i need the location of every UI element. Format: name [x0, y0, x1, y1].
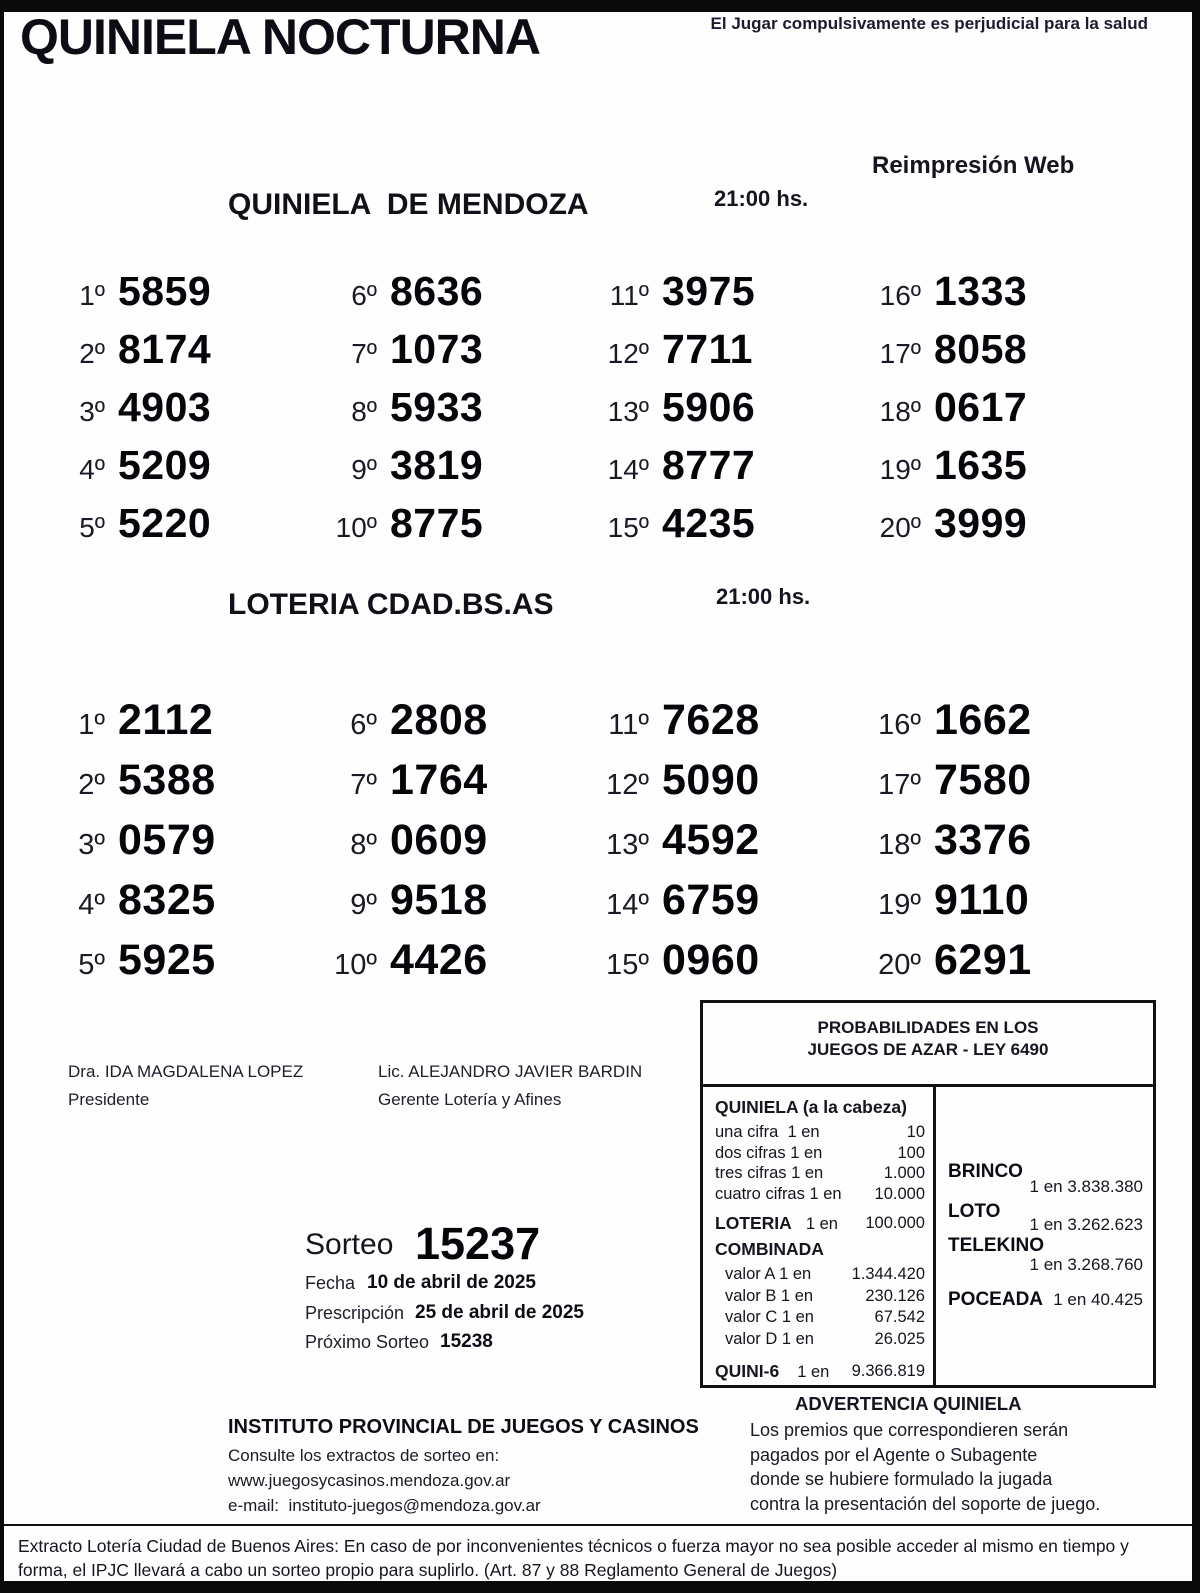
result-cell: [871, 494, 1143, 552]
odds-row: [715, 1329, 925, 1351]
loteria-odds-label: LOTERIA 1 en: [715, 1213, 838, 1233]
result-number: 3999: [934, 500, 1028, 546]
result-cell: [55, 378, 327, 436]
probabilities-left-column: [703, 1087, 936, 1385]
result-cell: [327, 810, 599, 870]
quini6-odds-row: [715, 1360, 925, 1383]
result-number: 1333: [934, 268, 1028, 314]
brinco-label: BRINCO: [948, 1161, 1023, 1182]
result-number: 9110: [934, 876, 1030, 924]
draw-date-value: 10 de abril de 2025: [367, 1272, 536, 1293]
result-number: 5859: [118, 268, 212, 314]
result-cell: [55, 930, 327, 990]
advertencia-title: ADVERTENCIA QUINIELA: [795, 1393, 1022, 1414]
footer-disclaimer: [18, 1534, 1129, 1582]
result-position: 1º: [79, 280, 105, 311]
result-cell: [599, 930, 871, 990]
result-cell: [599, 810, 871, 870]
result-number: 5933: [390, 384, 484, 430]
odds-label: valor A 1 en: [725, 1265, 812, 1283]
result-number: 7628: [662, 696, 760, 744]
result-number: 5906: [662, 384, 756, 430]
loteria-odds-value: 100.000: [865, 1214, 925, 1232]
result-cell: [327, 436, 599, 494]
probabilities-body: [703, 1087, 1153, 1385]
result-number: 4592: [662, 816, 760, 864]
probabilities-title-line2: JUEGOS DE AZAR - LEY 6490: [807, 1040, 1049, 1059]
result-position: 3º: [79, 396, 105, 427]
result-position: 10º: [335, 512, 377, 543]
result-number: 5220: [118, 500, 212, 546]
loto-label: LOTO: [948, 1201, 1001, 1222]
result-number: 6759: [662, 876, 760, 924]
footer-disclaimer-line: Extracto Lotería Ciudad de Buenos Aires: En caso de por inconvenientes técnicos o fuerza mayor no sea posible acceder al mismo en tiempo y: [18, 1536, 1129, 1556]
prescription-value: 25 de abril de 2025: [415, 1302, 584, 1323]
result-number: 0617: [934, 384, 1028, 430]
result-position: 14º: [607, 454, 649, 485]
result-cell: [55, 494, 327, 552]
result-number: 3975: [662, 268, 756, 314]
result-position: 16º: [878, 709, 921, 741]
quiniela-odds-rows: [715, 1122, 925, 1204]
institute-email: e-mail: instituto-juegos@mendoza.gov.ar: [228, 1496, 541, 1515]
result-cell: [55, 750, 327, 810]
signature-president-role: Presidente: [68, 1090, 150, 1109]
odds-value: 1.000: [883, 1164, 925, 1182]
odds-row: [715, 1264, 925, 1286]
odds-label: tres cifras 1 en: [715, 1164, 824, 1182]
result-cell: [599, 436, 871, 494]
bsas-section-title: LOTERIA CDAD.BS.AS: [228, 588, 554, 621]
result-cell: [599, 750, 871, 810]
result-cell: [327, 320, 599, 378]
result-number: 2112: [118, 696, 214, 744]
result-position: 11º: [608, 709, 649, 741]
result-cell: [327, 870, 599, 930]
odds-row: [715, 1286, 925, 1308]
signature-president-name: Dra. IDA MAGDALENA LOPEZ: [68, 1062, 304, 1081]
odds-label: dos cifras 1 en: [715, 1143, 823, 1162]
result-position: 15º: [606, 949, 649, 981]
result-position: 9º: [351, 454, 377, 485]
result-number: 1662: [934, 696, 1032, 744]
mendoza-draw-time: 21:00 hs.: [714, 186, 809, 211]
signature-manager-role: Gerente Lotería y Afines: [378, 1090, 562, 1109]
odds-label: una cifra 1 en: [715, 1123, 820, 1141]
advertencia-line: pagados por el Agente o Subagente: [750, 1444, 1038, 1465]
result-cell: [327, 930, 599, 990]
result-cell: [599, 870, 871, 930]
probabilities-right-column: [936, 1087, 1153, 1385]
result-number: 6291: [934, 936, 1032, 984]
result-position: 5º: [79, 512, 105, 543]
footer-disclaimer-line: forma, el IPJC llevará a cabo un sorteo propio para suplirlo. (Art. 87 y 88 Reglamento General de Juegos): [18, 1560, 838, 1580]
result-number: 0579: [118, 816, 216, 864]
advertencia-text: [750, 1418, 1100, 1516]
result-position: 17º: [878, 769, 921, 801]
result-number: 9518: [390, 876, 488, 924]
result-position: 15º: [607, 512, 649, 543]
advertencia-line: contra la presentación del soporte de juego.: [750, 1493, 1101, 1514]
odds-value: 230.126: [865, 1286, 925, 1305]
next-draw-label: Próximo Sorteo: [305, 1332, 430, 1352]
footer-divider: [4, 1524, 1192, 1526]
result-position: 8º: [350, 829, 377, 861]
result-position: 17º: [879, 338, 921, 369]
result-position: 16º: [879, 280, 921, 311]
result-position: 12º: [607, 338, 649, 369]
odds-value: 26.025: [874, 1329, 925, 1348]
result-number: 4426: [390, 936, 488, 984]
result-cell: [327, 750, 599, 810]
quini6-odds-label: QUINI-6 1 en: [715, 1361, 830, 1381]
result-cell: [871, 378, 1143, 436]
result-position: 2º: [79, 338, 105, 369]
draw-number-label: Sorteo: [305, 1228, 394, 1261]
result-position: 3º: [78, 829, 105, 861]
result-cell: [327, 262, 599, 320]
result-cell: [871, 262, 1143, 320]
result-position: 20º: [879, 512, 921, 543]
advertencia-line: donde se hubiere formulado la jugada: [750, 1469, 1053, 1489]
result-number: 2808: [390, 696, 488, 744]
result-number: 1635: [934, 442, 1028, 488]
odds-value: 1.344.420: [851, 1265, 925, 1283]
odds-label: valor D 1 en: [725, 1329, 814, 1348]
result-cell: [55, 320, 327, 378]
page-title: QUINIELA NOCTURNA: [20, 9, 541, 65]
result-number: 1764: [390, 756, 488, 804]
loto-odds: 1 en 3.262.623: [1029, 1215, 1143, 1234]
result-number: 3819: [390, 442, 484, 488]
result-number: 5090: [662, 756, 760, 804]
loteria-odds-row: [715, 1212, 925, 1235]
result-position: 5º: [78, 949, 105, 981]
result-number: 1073: [390, 326, 484, 372]
advertencia-line: Los premios que correspondieren serán: [750, 1420, 1069, 1440]
quiniela-odds-header: QUINIELA (a la cabeza): [715, 1097, 907, 1117]
result-cell: [871, 690, 1143, 750]
poceada-label: POCEADA: [948, 1289, 1044, 1310]
result-position: 7º: [351, 338, 377, 369]
mendoza-results-grid: [55, 262, 1143, 552]
mendoza-section-title: QUINIELA DE MENDOZA: [228, 188, 589, 221]
result-position: 18º: [879, 396, 921, 427]
result-number: 4903: [118, 384, 212, 430]
telekino-odds: 1 en 3.268.760: [1029, 1255, 1143, 1274]
institute-website: www.juegosycasinos.mendoza.gov.ar: [228, 1471, 511, 1490]
result-position: 8º: [351, 396, 377, 427]
result-cell: [871, 810, 1143, 870]
result-position: 9º: [350, 889, 377, 921]
health-warning-text: El Jugar compulsivamente es perjudicial para la salud: [710, 14, 1148, 33]
probabilities-title-line1: PROBABILIDADES EN LOS: [817, 1018, 1039, 1037]
result-cell: [599, 262, 871, 320]
signature-manager-name: Lic. ALEJANDRO JAVIER BARDIN: [378, 1062, 643, 1081]
result-number: 5925: [118, 936, 216, 984]
result-number: 8775: [390, 500, 484, 546]
reprint-label: Reimpresión Web: [872, 152, 1075, 179]
result-position: 4º: [78, 889, 105, 921]
result-position: 6º: [350, 709, 377, 741]
combinada-odds-rows: [715, 1264, 925, 1350]
result-cell: [871, 870, 1143, 930]
odds-value: 10.000: [874, 1184, 925, 1203]
result-number: 8777: [662, 442, 756, 488]
odds-value: 67.542: [874, 1308, 925, 1326]
result-cell: [599, 690, 871, 750]
quini6-odds-value: 9.366.819: [851, 1362, 925, 1380]
odds-label: valor B 1 en: [725, 1286, 814, 1305]
odds-value: 10: [906, 1123, 925, 1141]
result-number: 7711: [662, 326, 753, 372]
result-position: 6º: [351, 280, 377, 311]
result-cell: [599, 494, 871, 552]
result-cell: [327, 690, 599, 750]
bsas-results-grid: [55, 690, 1143, 990]
result-cell: [871, 930, 1143, 990]
result-position: 10º: [334, 949, 377, 981]
result-position: 14º: [606, 889, 649, 921]
poceada-odds: 1 en 40.425: [1053, 1290, 1143, 1309]
odds-label: cuatro cifras 1 en: [715, 1184, 842, 1203]
odds-label: valor C 1 en: [725, 1308, 814, 1326]
result-cell: [871, 436, 1143, 494]
result-position: 1º: [78, 709, 105, 741]
result-cell: [55, 262, 327, 320]
result-cell: [599, 320, 871, 378]
bsas-draw-time: 21:00 hs.: [716, 584, 811, 609]
result-number: 8058: [934, 326, 1028, 372]
result-number: 8636: [390, 268, 484, 314]
probabilities-box: [700, 1000, 1156, 1388]
result-number: 8325: [118, 876, 216, 924]
odds-row: [715, 1184, 925, 1205]
institute-name: INSTITUTO PROVINCIAL DE JUEGOS Y CASINOS: [228, 1416, 699, 1438]
result-position: 4º: [79, 454, 105, 485]
result-cell: [599, 378, 871, 436]
result-number: 0960: [662, 936, 760, 984]
brinco-odds: 1 en 3.838.380: [1029, 1177, 1143, 1196]
result-cell: [871, 320, 1143, 378]
prescription-label: Prescripción: [305, 1303, 405, 1323]
result-cell: [55, 810, 327, 870]
draw-date-label: Fecha: [305, 1273, 356, 1293]
result-number: 8174: [118, 326, 212, 372]
result-position: 18º: [878, 829, 921, 861]
next-draw-value: 15238: [440, 1331, 493, 1352]
result-position: 19º: [879, 454, 921, 485]
result-position: 13º: [606, 829, 649, 861]
result-position: 12º: [606, 769, 649, 801]
result-cell: [55, 690, 327, 750]
odds-row: [715, 1143, 925, 1164]
result-position: 19º: [878, 889, 921, 921]
result-cell: [55, 870, 327, 930]
result-cell: [327, 494, 599, 552]
telekino-label: TELEKINO: [948, 1235, 1045, 1256]
result-number: 0609: [390, 816, 488, 864]
odds-value: 100: [897, 1143, 925, 1162]
draw-number-value: 15237: [415, 1218, 541, 1269]
result-number: 5209: [118, 442, 212, 488]
result-cell: [55, 436, 327, 494]
result-cell: [327, 378, 599, 436]
result-position: 13º: [607, 396, 649, 427]
result-cell: [871, 750, 1143, 810]
probabilities-title: [703, 1003, 1153, 1087]
combinada-header: COMBINADA: [715, 1239, 824, 1259]
result-number: 4235: [662, 500, 756, 546]
result-number: 7580: [934, 756, 1032, 804]
result-position: 2º: [78, 769, 105, 801]
result-position: 11º: [609, 280, 649, 311]
result-number: 3376: [934, 816, 1032, 864]
result-number: 5388: [118, 756, 216, 804]
result-position: 7º: [350, 769, 377, 801]
odds-row: [715, 1122, 925, 1143]
odds-row: [715, 1163, 925, 1184]
result-position: 20º: [878, 949, 921, 981]
odds-row: [715, 1307, 925, 1329]
institute-consult-text: Consulte los extractos de sorteo en:: [228, 1446, 500, 1465]
